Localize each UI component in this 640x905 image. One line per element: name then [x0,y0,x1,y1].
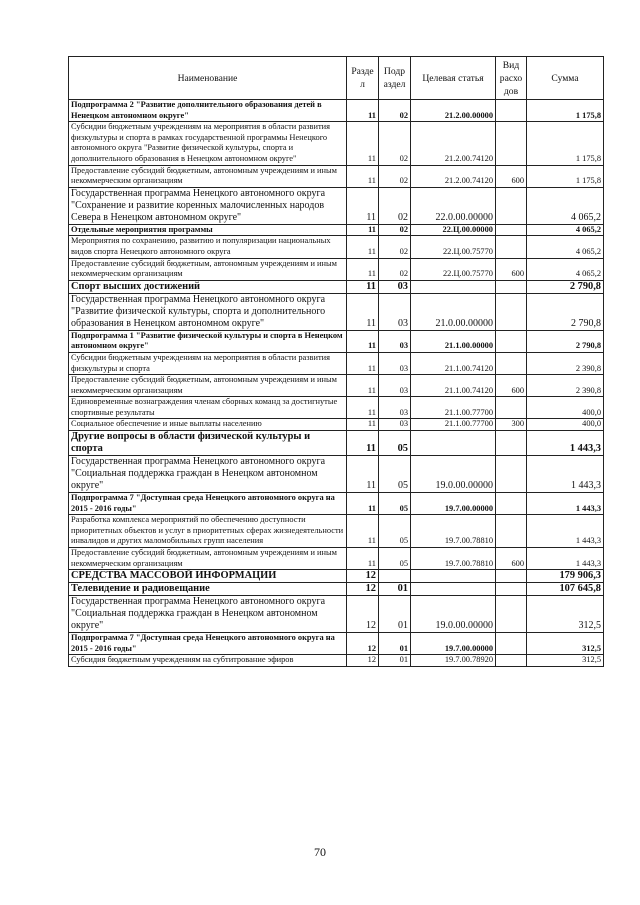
cell-name: Социальное обеспечение и иные выплаты населению [69,419,347,431]
table-row [69,397,604,419]
cell-sum: 4 065,2 [527,236,604,258]
cell-podrazdel: 05 [379,456,411,493]
cell-sum: 2 790,8 [527,330,604,352]
header-razdel: Разде л [347,57,379,100]
cell-name: Предоставление субсидий бюджетным, автономным учреждениям и иным некоммерческим организациям [69,165,347,187]
cell-razdel: 11 [347,224,379,236]
cell-target: 22.Ц.00.75770 [411,236,496,258]
cell-sum: 4 065,2 [527,224,604,236]
cell-target: 22.Ц.00.75770 [411,258,496,280]
cell-vid [496,456,527,493]
cell-name: Государственная программа Ненецкого автономного округа "Сохранение и развитие коренных малочисленных народов Севера в Ненецком автономном округе" [69,187,347,224]
cell-razdel: 11 [347,258,379,280]
cell-target: 19.7.00.00000 [411,493,496,515]
cell-razdel: 11 [347,352,379,374]
cell-vid: 600 [496,165,527,187]
cell-podrazdel: 01 [379,596,411,633]
table-row [69,122,604,165]
cell-sum: 1 443,3 [527,431,604,456]
table-row [69,456,604,493]
cell-razdel: 11 [347,100,379,122]
cell-target: 19.7.00.78920 [411,655,496,667]
cell-target: 21.1.00.74120 [411,352,496,374]
cell-razdel: 12 [347,570,379,583]
header-target: Целевая статья [411,57,496,100]
cell-name: Субсидии бюджетным учреждениям на мероприятия в области развития физкультуры и спорта в рамках государственной программы Ненецкого автономного округа "Развитие физической культуры, спорта и дополнительного образования в Ненецком автономном округе" [69,122,347,165]
cell-vid [496,187,527,224]
cell-target [411,280,496,293]
table-row [69,431,604,456]
cell-razdel: 12 [347,583,379,596]
cell-podrazdel: 02 [379,224,411,236]
cell-podrazdel: 01 [379,583,411,596]
cell-name: Разработка комплекса мероприятий по обеспечению доступности приоритетных объектов и услуг в приоритетных сферах жизнедеятельности инвалидов и других маломобильных групп населения [69,515,347,548]
cell-sum: 179 906,3 [527,570,604,583]
cell-podrazdel: 03 [379,293,411,330]
cell-vid [496,280,527,293]
cell-vid: 600 [496,375,527,397]
table-row [69,258,604,280]
cell-vid [496,236,527,258]
cell-vid [496,100,527,122]
cell-razdel: 11 [347,122,379,165]
table-row [69,224,604,236]
cell-sum: 1 175,8 [527,165,604,187]
cell-name: Государственная программа Ненецкого автономного округа "Развитие физической культуры, спорта и дополнительного образования в Ненецком автономном округе" [69,293,347,330]
cell-sum: 2 790,8 [527,280,604,293]
cell-target: 22.0.00.00000 [411,187,496,224]
table-row [69,293,604,330]
cell-name: Подпрограмма 7 "Доступная среда Ненецкого автономного округа на 2015 - 2016 годы" [69,493,347,515]
cell-sum: 400,0 [527,397,604,419]
cell-podrazdel: 03 [379,352,411,374]
cell-name: Другие вопросы в области физической культуры и спорта [69,431,347,456]
cell-target: 21.1.00.74120 [411,375,496,397]
cell-vid [496,655,527,667]
cell-razdel: 11 [347,187,379,224]
cell-razdel: 11 [347,493,379,515]
cell-vid [496,293,527,330]
table-row [69,419,604,431]
cell-target: 21.0.00.00000 [411,293,496,330]
cell-vid [496,431,527,456]
table-row [69,375,604,397]
cell-name: Подпрограмма 2 "Развитие дополнительного образования детей в Ненецком автономном округе" [69,100,347,122]
cell-target: 21.1.00.77700 [411,397,496,419]
cell-razdel: 11 [347,375,379,397]
cell-sum: 2 790,8 [527,293,604,330]
cell-vid: 600 [496,258,527,280]
cell-name: Предоставление субсидий бюджетным, автономным учреждениям и иным некоммерческим организациям [69,548,347,570]
cell-target [411,583,496,596]
cell-vid: 600 [496,548,527,570]
cell-sum: 1 443,3 [527,548,604,570]
table-row [69,352,604,374]
table-row [69,548,604,570]
cell-vid [496,330,527,352]
table-row [69,493,604,515]
cell-target: 21.2.00.00000 [411,100,496,122]
cell-sum: 1 175,8 [527,100,604,122]
cell-vid [496,224,527,236]
cell-sum: 2 390,8 [527,352,604,374]
cell-sum: 1 443,3 [527,456,604,493]
cell-target: 21.2.00.74120 [411,122,496,165]
header-vid: Вид расхо дов [496,57,527,100]
cell-name: Государственная программа Ненецкого автономного округа "Социальная поддержка граждан в Ненецком автономном округе" [69,456,347,493]
cell-razdel: 11 [347,280,379,293]
cell-razdel: 11 [347,419,379,431]
cell-razdel: 11 [347,548,379,570]
cell-razdel: 11 [347,236,379,258]
cell-sum: 312,5 [527,596,604,633]
table-row [69,633,604,655]
cell-podrazdel: 01 [379,633,411,655]
cell-razdel: 11 [347,515,379,548]
table-body [69,100,604,667]
cell-podrazdel: 01 [379,655,411,667]
cell-name: Единовременные вознаграждения членам сборных команд за достигнутые спортивные результаты [69,397,347,419]
cell-name: Предоставление субсидий бюджетным, автономным учреждениям и иным некоммерческим организациям [69,258,347,280]
table-row [69,330,604,352]
cell-podrazdel: 05 [379,515,411,548]
cell-target: 22.Ц.00.00000 [411,224,496,236]
cell-vid [496,633,527,655]
cell-razdel: 12 [347,596,379,633]
cell-vid [496,570,527,583]
cell-target: 19.0.00.00000 [411,596,496,633]
cell-razdel: 11 [347,165,379,187]
header-name: Наименование [69,57,347,100]
cell-podrazdel: 02 [379,165,411,187]
cell-target: 21.1.00.00000 [411,330,496,352]
cell-podrazdel: 03 [379,397,411,419]
cell-podrazdel: 03 [379,419,411,431]
cell-podrazdel: 02 [379,100,411,122]
cell-target: 19.7.00.78810 [411,548,496,570]
cell-vid: 300 [496,419,527,431]
cell-podrazdel: 03 [379,280,411,293]
cell-sum: 1 175,8 [527,122,604,165]
cell-podrazdel: 05 [379,548,411,570]
cell-name: Спорт высших достижений [69,280,347,293]
cell-podrazdel: 02 [379,187,411,224]
cell-sum: 107 645,8 [527,583,604,596]
cell-name: Подпрограмма 7 "Доступная среда Ненецкого автономного округа на 2015 - 2016 годы" [69,633,347,655]
cell-vid [496,515,527,548]
cell-target [411,570,496,583]
cell-razdel: 11 [347,330,379,352]
cell-podrazdel: 02 [379,122,411,165]
cell-target: 19.7.00.00000 [411,633,496,655]
cell-target: 21.2.00.74120 [411,165,496,187]
table-row [69,515,604,548]
table-row [69,570,604,583]
cell-podrazdel: 05 [379,493,411,515]
cell-podrazdel: 03 [379,330,411,352]
header-sum: Сумма [527,57,604,100]
table-row [69,596,604,633]
cell-razdel: 11 [347,431,379,456]
table-row [69,100,604,122]
cell-sum: 312,5 [527,655,604,667]
cell-razdel: 12 [347,633,379,655]
cell-sum: 312,5 [527,633,604,655]
cell-name: СРЕДСТВА МАССОВОЙ ИНФОРМАЦИИ [69,570,347,583]
cell-name: Подпрограмма 1 "Развитие физической культуры и спорта в Ненецком автономном округе" [69,330,347,352]
cell-vid [496,122,527,165]
cell-razdel: 11 [347,456,379,493]
cell-razdel: 11 [347,397,379,419]
budget-table-container [68,56,603,667]
table-row [69,187,604,224]
cell-target: 21.1.00.77700 [411,419,496,431]
cell-sum: 1 443,3 [527,493,604,515]
cell-vid [496,583,527,596]
cell-sum: 4 065,2 [527,187,604,224]
cell-name: Государственная программа Ненецкого автономного округа "Социальная поддержка граждан в Ненецком автономном округе" [69,596,347,633]
table-row [69,655,604,667]
cell-vid [496,493,527,515]
cell-podrazdel: 02 [379,258,411,280]
cell-target [411,431,496,456]
cell-target: 19.7.00.78810 [411,515,496,548]
cell-name: Субсидия бюджетным учреждениям на субтитрование эфиров [69,655,347,667]
table-row [69,165,604,187]
cell-sum: 400,0 [527,419,604,431]
cell-vid [496,596,527,633]
page-number: 70 [314,845,326,859]
table-row [69,236,604,258]
cell-name: Мероприятия по сохранению, развитию и популяризации национальных видов спорта Ненецкого автономного округа [69,236,347,258]
cell-sum: 1 443,3 [527,515,604,548]
cell-name: Телевидение и радиовещание [69,583,347,596]
cell-podrazdel [379,570,411,583]
cell-podrazdel: 02 [379,236,411,258]
cell-razdel: 12 [347,655,379,667]
cell-razdel: 11 [347,293,379,330]
header-podrazdel: Подр аздел [379,57,411,100]
table-row [69,280,604,293]
cell-name: Предоставление субсидий бюджетным, автономным учреждениям и иным некоммерческим организациям [69,375,347,397]
cell-sum: 4 065,2 [527,258,604,280]
cell-podrazdel: 03 [379,375,411,397]
cell-name: Отдельные мероприятия программы [69,224,347,236]
table-row [69,583,604,596]
cell-target: 19.0.00.00000 [411,456,496,493]
budget-table [68,56,604,667]
table-header-row [69,57,604,100]
cell-name: Субсидии бюджетным учреждениям на мероприятия в области развития физкультуры и спорта [69,352,347,374]
cell-vid [496,397,527,419]
cell-podrazdel: 05 [379,431,411,456]
cell-sum: 2 390,8 [527,375,604,397]
cell-vid [496,352,527,374]
